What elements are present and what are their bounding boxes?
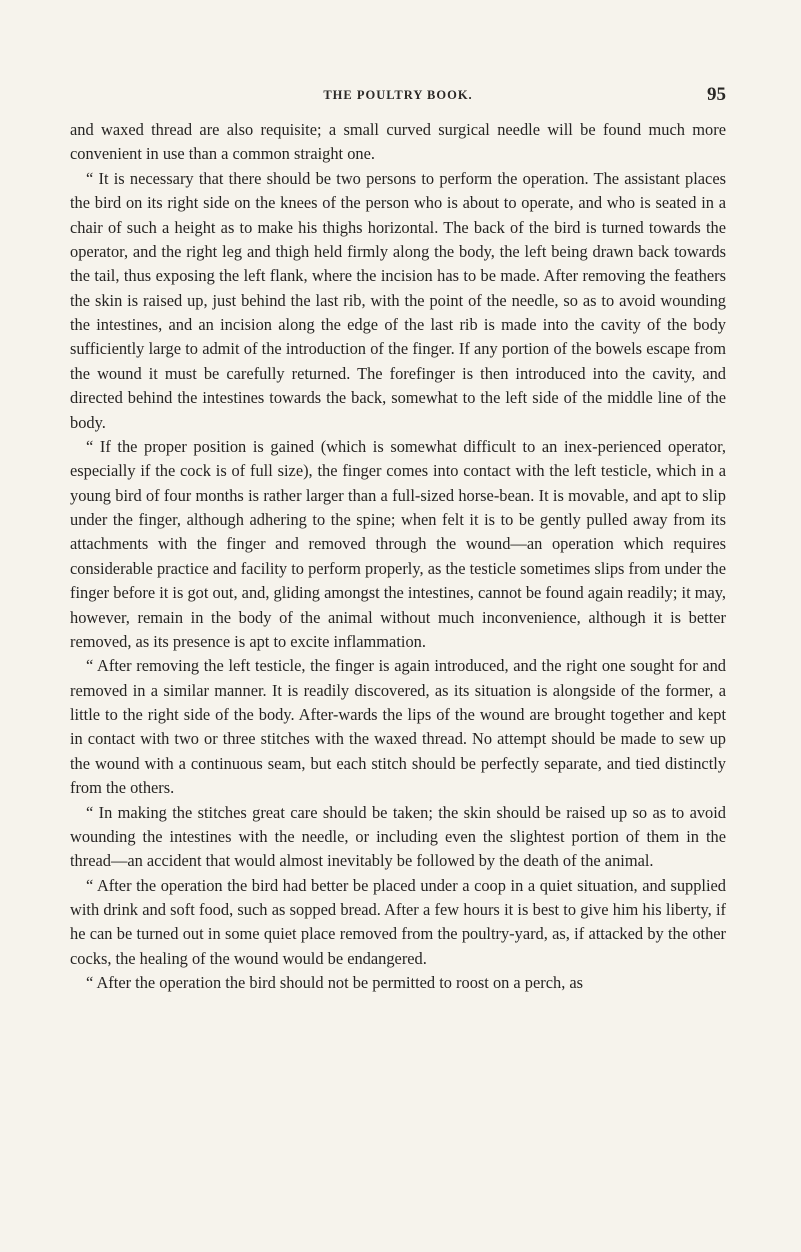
paragraph: “ It is necessary that there should be two persons to perform the operation. The assistant places the bird on its right side on the knees of the person who is about to operate, and who is seated in a chair of such a height as to make his thighs horizontal. The back of the bird is turned towards the operator, and the right leg and thigh held firmly along the body, the left being drawn back towards the tail, thus exposing the left flank, where the incision has to be made. After removing the feathers the skin is raised up, just behind the last rib, with the point of the needle, so as to avoid wounding the intestines, and an incision along the edge of the last rib is made into the cavity of the body sufficiently large to admit of the introduction of the finger. If any portion of the bowels escape from the wound it must be carefully returned. The forefinger is then introduced into the cavity, and directed behind the intestines towards the back, somewhat to the left side of the middle line of the body. [70,168,726,432]
paragraph: “ After the operation the bird should not be permitted to roost on a perch, as [86,973,584,993]
paragraph: “ In making the stitches great care should be taken; the skin should be raised up so as to avoid wounding the intestines with the needle, or including even the slightest portion of them in the thread—an accident that would almost inevitably be followed by the death of the animal. [70,802,726,871]
paragraph: and waxed thread are also requisite; a small curved surgical needle will be found much more convenient in use than a common straight one. [70,120,726,164]
page-number: 95 [707,84,726,105]
paragraph: “ If the proper position is gained (which is somewhat difficult to an inex-perienced operator, especially if the cock is of full size), the finger comes into contact with the left testicle, which in a young bird of four months is rather larger than a full-sized horse-bean. It is movable, and apt to slip under the finger, although adhering to the spine; when felt it is to be gently pulled away from its attachments with the finger and removed through the wound—an operation which requires considerable practice and facility to perform properly, as the testicle sometimes slips from under the finger before it is got out, and, gliding amongst the intestines, cannot be found again readily; it may, however, remain in the body of the animal without much inconvenience, although it is better removed, as its presence is apt to excite inflammation. [70,436,726,651]
body-text [70,118,726,996]
running-title: THE POULTRY BOOK. [323,88,473,102]
paragraph: “ After removing the left testicle, the finger is again introduced, and the right one sought for and removed in a similar manner. It is readily discovered, as its situation is alongside of the former, a little to the right side of the body. After-wards the lips of the wound are brought together and kept in contact with two or three stitches with the waxed thread. No attempt should be made to sew up the wound with a continuous seam, but each stitch should be perfectly separate, and tied distinctly from the others. [70,656,726,798]
running-head [70,84,726,108]
paragraph: “ After the operation the bird had better be placed under a coop in a quiet situation, and supplied with drink and soft food, such as sopped bread. After a few hours it is best to give him his liberty, if he can be turned out in some quiet place removed from the poultry-yard, as, if attacked by the other cocks, the healing of the wound would be endangered. [70,875,726,968]
